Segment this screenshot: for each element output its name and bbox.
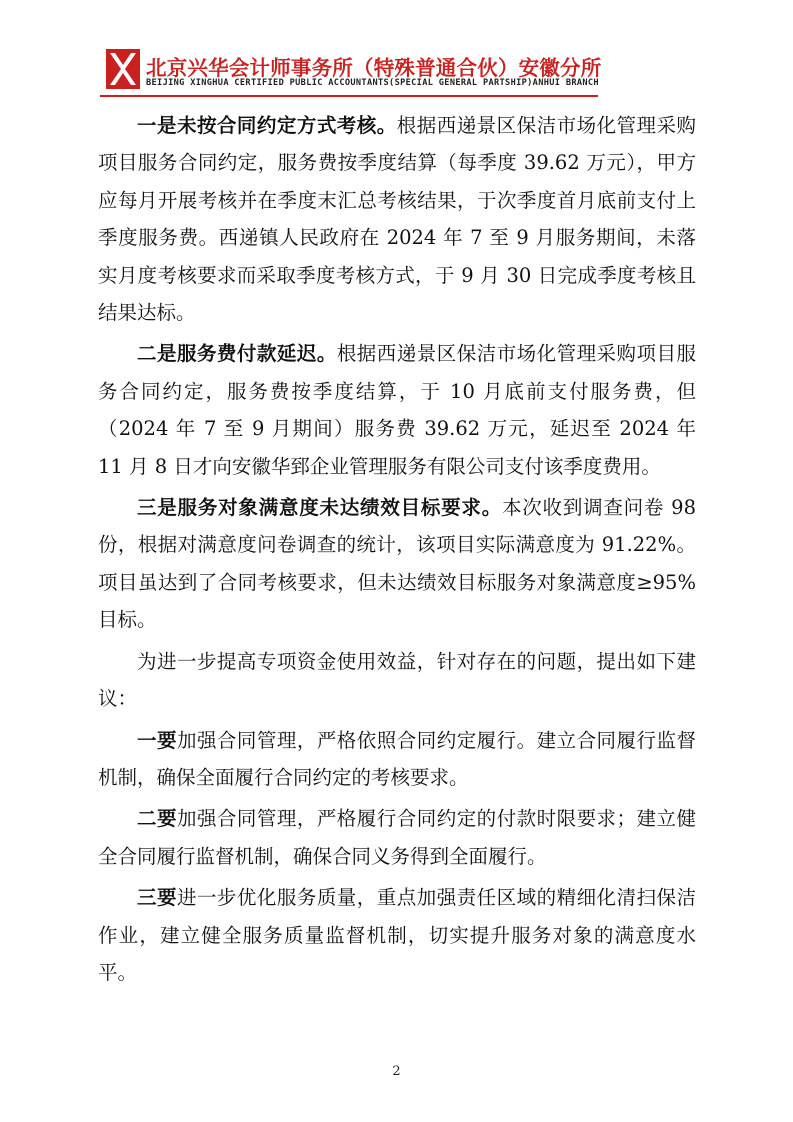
paragraph-suggestion-intro [98, 643, 696, 718]
paragraph-text: 本次收到调查问卷 98 份，根据对满意度问卷调查的统计，该项目实际满意度为 91.22%。项目虽达到了合同考核要求，但未达绩效目标服务对象满意度≥95%目标。 [98, 496, 696, 632]
paragraph-issue-1 [98, 107, 696, 331]
header-divider [100, 95, 598, 97]
paragraph-issue-2 [98, 335, 696, 485]
paragraph-text: 根据西递景区保洁市场化管理采购项目服务合同约定，服务费按季度结算，于 10 月底前支付服务费，但（2024 年 7 至 9 月期间）服务费 39.62 万元，延迟至 2024 年 11 月 8 日才向安徽华郅企业管理服务有限公司支付该季度费用。 [98, 342, 696, 478]
paragraph-lead: 三是服务对象满意度未达绩效目标要求。 [137, 496, 502, 520]
body-text [98, 107, 696, 991]
paragraph-text: 加强合同管理，严格履行合同约定的付款时限要求；建立健全合同履行监督机制，确保合同义务得到全面履行。 [98, 807, 696, 868]
paragraph-text: 进一步优化服务质量，重点加强责任区域的精细化清扫保洁作业，建立健全服务质量监督机制，切实提升服务对象的满意度水平。 [98, 886, 696, 984]
paragraph-issue-3 [98, 489, 696, 639]
firm-name-en: BEIJING XINGHUA CERTIFIED PUBLIC ACCOUNTANTS(SPECIAL GENERAL PARTSHIP)ANHUI BRANCH [146, 78, 599, 88]
paragraph-suggestion-2 [98, 800, 696, 875]
paragraph-text: 加强合同管理，严格依照合同约定履行。建立合同履行监督机制，确保全面履行合同约定的考核要求。 [98, 728, 696, 789]
paragraph-lead: 一要 [137, 728, 177, 752]
paragraph-text: 根据西递景区保洁市场化管理采购项目服务合同约定，服务费按季度结算（每季度 39.62 万元），甲方应每月开展考核并在季度末汇总考核结果，于次季度首月底前支付上季度服务费。西递镇人民政府在 2024 年 7 至 9 月服务期间，未落实月度考核要求而采取季度考核方式，于 9 月 30 日完成季度考核且结果达标。 [98, 114, 696, 325]
paragraph-suggestion-1 [98, 722, 696, 797]
paragraph-lead: 一是未按合同约定方式考核。 [137, 114, 397, 137]
paragraph-lead: 三要 [137, 886, 177, 910]
paragraph-suggestion-3 [98, 879, 696, 991]
paragraph-lead: 二是服务费付款延迟。 [137, 342, 337, 366]
firm-logo-icon [106, 49, 140, 89]
page-number: 2 [392, 1064, 401, 1079]
letterhead [100, 46, 602, 94]
paragraph-lead: 二要 [137, 807, 177, 831]
paragraph-text: 为进一步提高专项资金使用效益，针对存在的问题，提出如下建议： [98, 649, 696, 711]
firm-name-cn: 北京兴华会计师事务所（特殊普通合伙）安徽分所 [146, 56, 602, 80]
